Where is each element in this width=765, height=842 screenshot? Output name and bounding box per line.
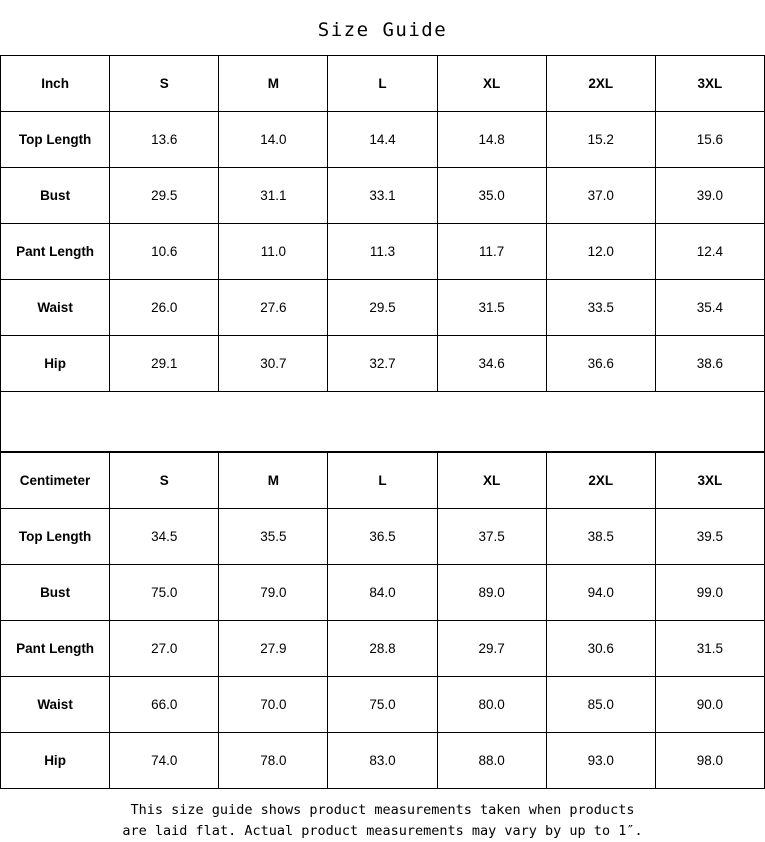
row-label: Top Length [1, 112, 110, 168]
size-header-l: L [328, 453, 437, 509]
cell: 78.0 [219, 733, 328, 789]
cell: 34.6 [437, 336, 546, 392]
cell: 31.5 [655, 621, 764, 677]
cell: 37.5 [437, 509, 546, 565]
row-label: Hip [1, 336, 110, 392]
cell: 94.0 [546, 565, 655, 621]
cell: 12.0 [546, 224, 655, 280]
size-header-3xl: 3XL [655, 56, 764, 112]
table-row [1, 621, 765, 677]
cell: 84.0 [328, 565, 437, 621]
cell: 26.0 [110, 280, 219, 336]
unit-header-inch: Inch [1, 56, 110, 112]
row-label: Hip [1, 733, 110, 789]
size-header-l: L [328, 56, 437, 112]
table-row [1, 565, 765, 621]
size-header-2xl: 2XL [546, 453, 655, 509]
table-header-inch [1, 56, 765, 112]
table-header-centimeter [1, 453, 765, 509]
cell: 35.0 [437, 168, 546, 224]
cell: 29.5 [110, 168, 219, 224]
cell: 88.0 [437, 733, 546, 789]
row-label: Top Length [1, 509, 110, 565]
table-body-inch [1, 112, 765, 392]
tables-container [0, 55, 765, 789]
unit-header-centimeter: Centimeter [1, 453, 110, 509]
size-header-m: M [219, 453, 328, 509]
cell: 27.0 [110, 621, 219, 677]
cell: 38.6 [655, 336, 764, 392]
cell: 90.0 [655, 677, 764, 733]
size-header-s: S [110, 56, 219, 112]
table-row [1, 336, 765, 392]
cell: 30.7 [219, 336, 328, 392]
cell: 29.5 [328, 280, 437, 336]
cell: 33.5 [546, 280, 655, 336]
size-header-m: M [219, 56, 328, 112]
size-header-xl: XL [437, 56, 546, 112]
cell: 12.4 [655, 224, 764, 280]
row-label: Bust [1, 168, 110, 224]
cell: 98.0 [655, 733, 764, 789]
cell: 13.6 [110, 112, 219, 168]
table-header-row [1, 56, 765, 112]
cell: 15.6 [655, 112, 764, 168]
cell: 34.5 [110, 509, 219, 565]
cell: 66.0 [110, 677, 219, 733]
cell: 29.1 [110, 336, 219, 392]
table-body-centimeter [1, 509, 765, 789]
cell: 14.4 [328, 112, 437, 168]
cell: 29.7 [437, 621, 546, 677]
cell: 75.0 [328, 677, 437, 733]
cell: 38.5 [546, 509, 655, 565]
cell: 37.0 [546, 168, 655, 224]
cell: 36.6 [546, 336, 655, 392]
size-guide-note [0, 789, 765, 842]
cell: 79.0 [219, 565, 328, 621]
cell: 80.0 [437, 677, 546, 733]
row-label: Waist [1, 677, 110, 733]
table-row [1, 733, 765, 789]
cell: 99.0 [655, 565, 764, 621]
cell: 28.8 [328, 621, 437, 677]
size-header-2xl: 2XL [546, 56, 655, 112]
table-row [1, 280, 765, 336]
table-row [1, 112, 765, 168]
table-header-row [1, 453, 765, 509]
cell: 35.4 [655, 280, 764, 336]
row-label: Waist [1, 280, 110, 336]
cell: 85.0 [546, 677, 655, 733]
cell: 35.5 [219, 509, 328, 565]
size-header-3xl: 3XL [655, 453, 764, 509]
cell: 70.0 [219, 677, 328, 733]
cell: 31.5 [437, 280, 546, 336]
row-label: Pant Length [1, 621, 110, 677]
cell: 83.0 [328, 733, 437, 789]
cell: 11.3 [328, 224, 437, 280]
cell: 39.5 [655, 509, 764, 565]
cell: 31.1 [219, 168, 328, 224]
row-label: Bust [1, 565, 110, 621]
size-table-inch [0, 55, 765, 392]
size-header-xl: XL [437, 453, 546, 509]
table-row [1, 677, 765, 733]
cell: 39.0 [655, 168, 764, 224]
cell: 14.0 [219, 112, 328, 168]
cell: 33.1 [328, 168, 437, 224]
cell: 11.0 [219, 224, 328, 280]
cell: 30.6 [546, 621, 655, 677]
cell: 36.5 [328, 509, 437, 565]
cell: 10.6 [110, 224, 219, 280]
cell: 93.0 [546, 733, 655, 789]
cell: 15.2 [546, 112, 655, 168]
table-separator-band [0, 392, 765, 452]
table-row [1, 168, 765, 224]
cell: 89.0 [437, 565, 546, 621]
note-line-1: This size guide shows product measurements taken when products [130, 802, 635, 818]
cell: 75.0 [110, 565, 219, 621]
cell: 27.9 [219, 621, 328, 677]
table-row [1, 509, 765, 565]
cell: 14.8 [437, 112, 546, 168]
cell: 27.6 [219, 280, 328, 336]
size-table-centimeter [0, 452, 765, 789]
page-title: Size Guide [317, 19, 448, 41]
row-label: Pant Length [1, 224, 110, 280]
cell: 32.7 [328, 336, 437, 392]
cell: 11.7 [437, 224, 546, 280]
table-row [1, 224, 765, 280]
size-header-s: S [110, 453, 219, 509]
note-line-2: are laid flat. Actual product measurements may vary by up to 1″. [122, 822, 643, 839]
cell: 74.0 [110, 733, 219, 789]
